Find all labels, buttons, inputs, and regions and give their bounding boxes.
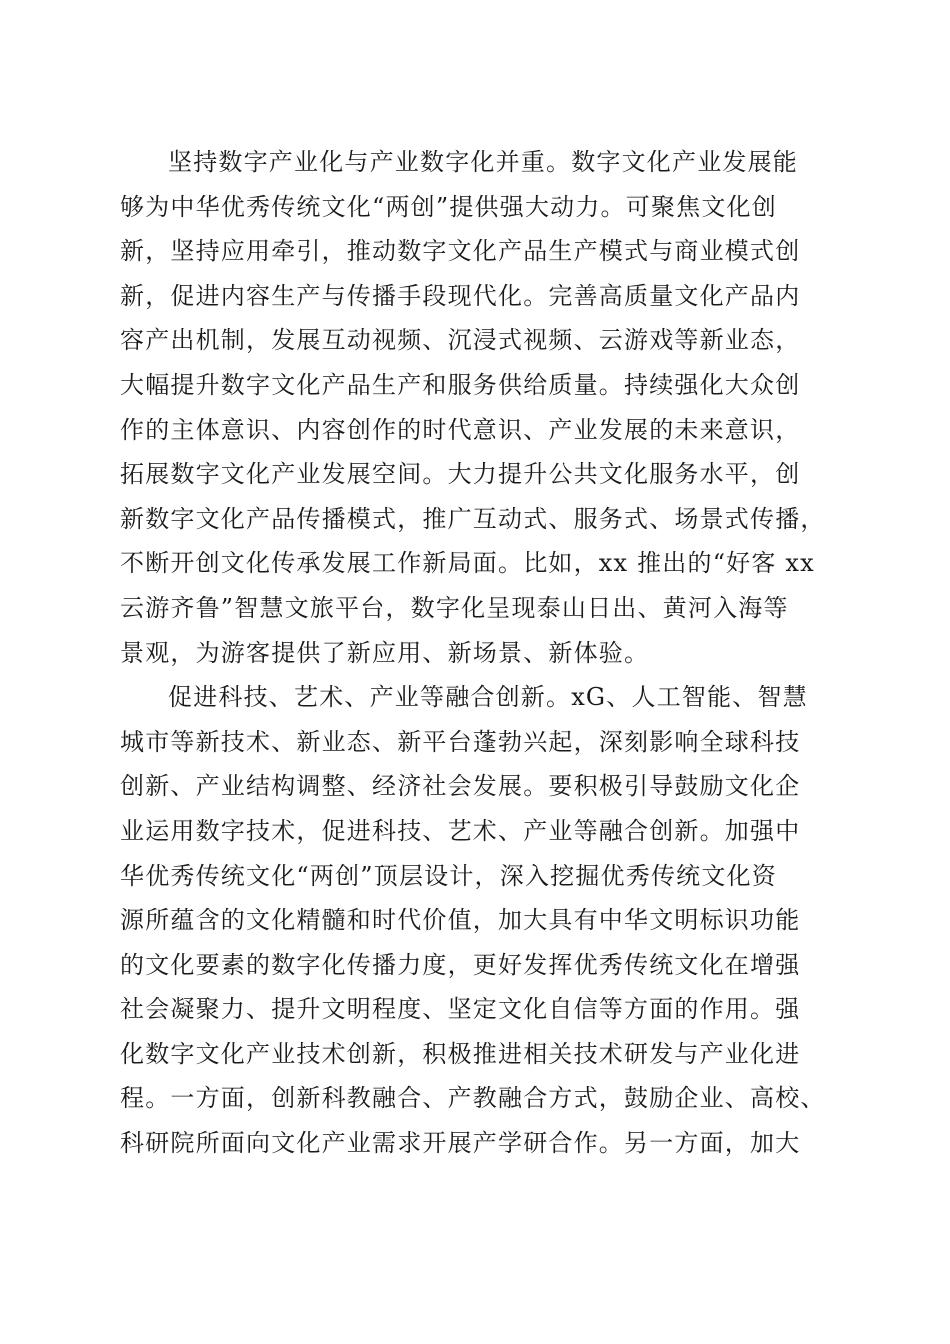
text-line: 够为中华优秀传统文化“两创”提供强大动力。可聚焦文化创 xyxy=(120,192,777,221)
text-line: 新，坚持应用牵引，推动数字文化产品生产模式与商业模式创 xyxy=(120,237,801,266)
text-line: 拓展数字文化产业发展空间。大力提升公共文化服务水平，创 xyxy=(120,460,801,489)
text-line: 科研院所面向文化产业需求开展产学研合作。另一方面，加大 xyxy=(120,1129,801,1158)
text-line: 景观，为游客提供了新应用、新场景、新体验。 xyxy=(120,638,650,667)
document-body xyxy=(120,140,832,1166)
text-line: 华优秀传统文化“两创”顶层设计，深入挖掘优秀传统文化资 xyxy=(120,861,777,890)
text-line: 大幅提升数字文化产品生产和服务供给质量。持续强化大众创 xyxy=(120,370,801,399)
paragraph-digital-industry xyxy=(120,140,832,675)
text-line: 新数字文化产品传播模式，推广互动式、服务式、场景式传播， xyxy=(120,504,826,533)
text-line: 坚持数字产业化与产业数字化并重。数字文化产业发展能 xyxy=(168,148,798,176)
text-line: 城市等新技术、新业态、新平台蓬勃兴起，深刻影响全球科技 xyxy=(120,727,801,756)
text-line: 作的主体意识、内容创作的时代意识、产业发展的未来意识， xyxy=(120,415,801,444)
text-line: 社会凝聚力、提升文明程度、坚定文化自信等方面的作用。强 xyxy=(120,995,801,1024)
text-line: 容产出机制，发展互动视频、沉浸式视频、云游戏等新业态， xyxy=(120,326,801,355)
text-line: 不断开创文化传承发展工作新局面。比如，xx 推出的“好客 xx xyxy=(120,549,815,578)
text-line: 创新、产业结构调整、经济社会发展。要积极引导鼓励文化企 xyxy=(120,772,801,801)
paragraph-tech-art-fusion xyxy=(120,675,832,1166)
text-line: 化数字文化产业技术创新，积极推进相关技术研发与产业化进 xyxy=(120,1039,801,1068)
text-line: 源所蕴含的文化精髓和时代价值，加大具有中华文明标识功能 xyxy=(120,906,801,935)
text-line: 的文化要素的数字化传播力度，更好发挥优秀传统文化在增强 xyxy=(120,950,801,979)
text-line: 程。一方面，创新科教融合、产教融合方式，鼓励企业、高校、 xyxy=(120,1084,826,1113)
text-line: 促进科技、艺术、产业等融合创新。xG、人工智能、智慧 xyxy=(168,683,808,712)
text-line: 新，促进内容生产与传播手段现代化。完善高质量文化产品内 xyxy=(120,281,801,310)
text-line: 云游齐鲁”智慧文旅平台，数字化呈现泰山日出、黄河入海等 xyxy=(120,593,789,622)
text-line: 业运用数字技术，促进科技、艺术、产业等融合创新。加强中 xyxy=(120,816,801,845)
